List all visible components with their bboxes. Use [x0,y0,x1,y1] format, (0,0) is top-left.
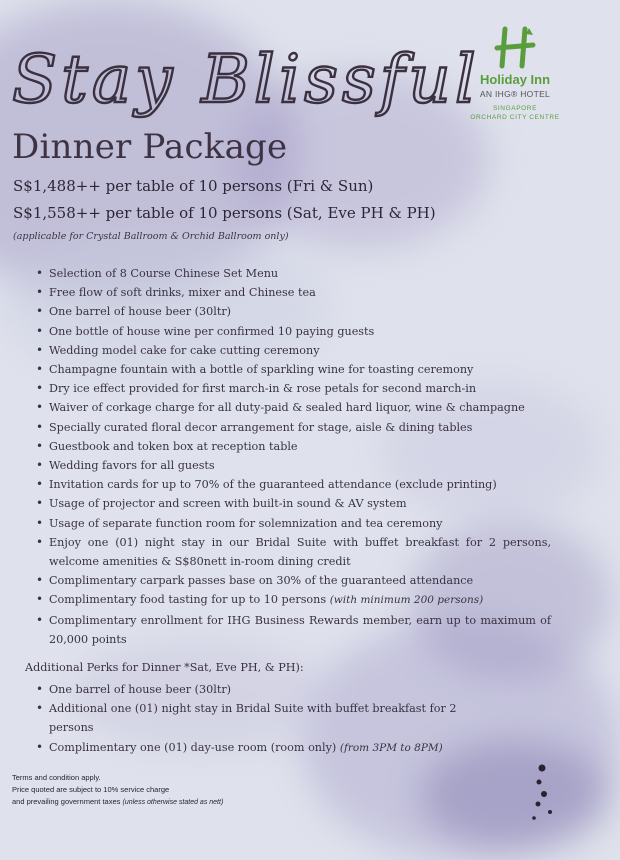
price-weekday: S$1,488++ per table of 10 persons (Fri & Sun) [13,177,374,195]
logo-sub: AN IHG® HOTEL [479,89,551,99]
list-item: • Champagne fountain with a bottle of sparkling wine for toasting ceremony [36,360,551,379]
list-item: • Guestbook and token box at reception table [36,437,551,456]
list-item: • Selection of 8 Course Chinese Set Menu [36,264,551,283]
list-item: • Complimentary carpark passes base on 30% of the guaranteed attendance [36,571,551,590]
holiday-inn-h-icon [489,26,541,70]
footer-line3: and prevailing government taxes [12,797,121,806]
food-tasting-text: Complimentary food tasting for up to 10 persons [49,593,327,607]
perks-title: Additional Perks for Dinner *Sat, Eve PH, & PH): [25,661,304,674]
terms-footer [12,772,223,809]
list-item: • Dry ice effect provided for first march-in & rose petals for second march-in [36,379,551,398]
perks-list [36,680,496,758]
list-item: • Usage of separate function room for solemnization and tea ceremony [36,514,551,533]
script-title [10,22,480,126]
ink-splatter-decoration [520,760,580,825]
script-title-text: Stay Blissful [12,41,480,118]
footer-line3-note: (unless otherwise stated as nett) [122,799,224,806]
list-item: • Enjoy one (01) night stay in our Bridal Suite with buffet breakfast for 2 persons, welcome amenities & S$80nett in-room dining credit [36,533,551,571]
list-item: • Invitation cards for up to 70% of the guaranteed attendance (exclude printing) [36,475,551,494]
list-item: • One barrel of house beer (30ltr) [36,302,551,321]
package-title: Dinner Package [12,127,288,167]
logo-location-line1: SINGAPORE [492,105,538,112]
list-item: • Additional one (01) night stay in Bridal Suite with buffet breakfast for 2 persons [36,699,496,737]
dayuse-text: Complimentary one (01) day-use room (room only) [49,740,337,754]
applicable-note: (applicable for Crystal Ballroom & Orchid Ballroom only) [13,231,289,242]
footer-line2: Price quoted are subject to 10% service charge [12,785,170,794]
list-item: • One barrel of house beer (30ltr) [36,680,496,699]
footer-line1: Terms and condition apply. [12,773,101,782]
logo-name: Holiday Inn [479,72,551,87]
price-weekend: S$1,558++ per table of 10 persons (Sat, Eve PH & PH) [13,204,436,222]
list-item: • One bottle of house wine per confirmed 10 paying guests [36,322,551,341]
list-item: • Wedding model cake for cake cutting ceremony [36,341,551,360]
list-item: • Complimentary enrollment for IHG Business Rewards member, earn up to maximum of 20,000 points [36,611,551,649]
list-item-dayuse [36,738,496,758]
holiday-inn-logo [460,26,570,122]
dayuse-note: (from 3PM to 8PM) [339,741,443,754]
list-item: • Specially curated floral decor arrangement for stage, aisle & dining tables [36,418,551,437]
list-item-food-tasting [36,590,551,610]
logo-location-line2: ORCHARD CITY CENTRE [470,114,560,121]
food-tasting-note: (with minimum 200 persons) [329,594,484,607]
list-item: • Waiver of corkage charge for all duty-paid & sealed hard liquor, wine & champagne [36,398,551,417]
list-item: • Free flow of soft drinks, mixer and Chinese tea [36,283,551,302]
inclusions-list [36,264,551,649]
list-item: • Usage of projector and screen with built-in sound & AV system [36,494,551,513]
list-item: • Wedding favors for all guests [36,456,551,475]
